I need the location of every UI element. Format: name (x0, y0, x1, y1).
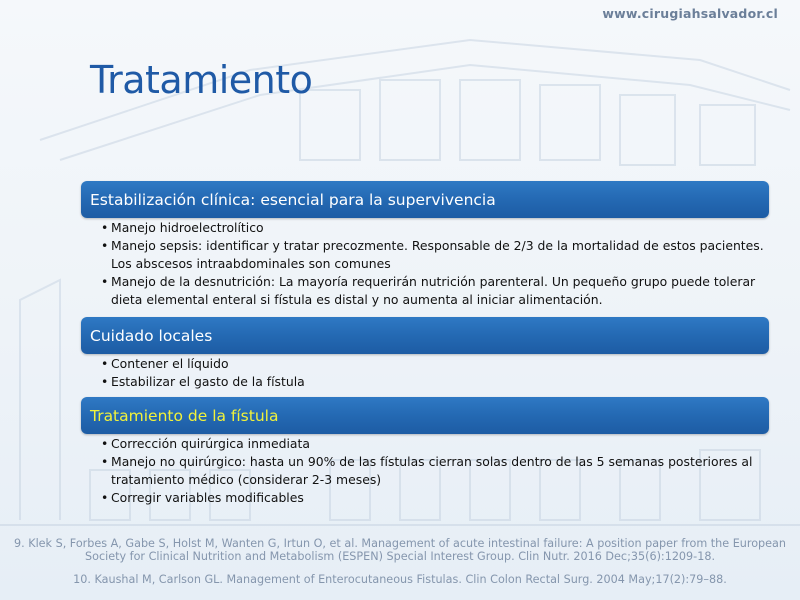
reference-item: 9. Klek S, Forbes A, Gabe S, Holst M, Wanten G, Irtun O, et al. Management of acute intestinal failure: A position paper from the European Society for Clinical Nutrition and Metabolism (ESPEN) Special Interest Group. Clin Nutr. 2016 Dec;35(6):1209-18. (14, 537, 786, 563)
list-item: • Corrección quirúrgica inmediata (101, 435, 771, 453)
list-item: • Manejo no quirúrgico: hasta un 90% de las fístulas cierran solas dentro de las 5 semanas posteriores al tratamiento médico (considerar 2-3 meses) (101, 453, 771, 489)
section-heading: Tratamiento de la fístula (90, 406, 279, 425)
references (14, 537, 786, 586)
list-item: • Corregir variables modificables (101, 489, 771, 507)
bullet-list-cuidado-locales (101, 355, 771, 391)
list-item: • Contener el líquido (101, 355, 771, 373)
bullet-list-tratamiento-fistula (101, 435, 771, 507)
section-heading: Estabilización clínica: esencial para la supervivencia (90, 190, 496, 209)
list-item: • Estabilizar el gasto de la fístula (101, 373, 771, 391)
slide-title: Tratamiento (90, 58, 313, 102)
section-heading: Cuidado locales (90, 326, 213, 345)
section-header-estabilizacion (81, 181, 769, 218)
reference-item: 10. Kaushal M, Carlson GL. Management of Enterocutaneous Fistulas. Clin Colon Rectal Surg. 2004 May;17(2):79–88. (73, 573, 727, 586)
site-url: www.cirugiahsalvador.cl (602, 6, 778, 21)
section-header-tratamiento-fistula (81, 397, 769, 434)
list-item: • Manejo sepsis: identificar y tratar precozmente. Responsable de 2/3 de la mortalidad de estos pacientes. Los abscesos intraabdominales son comunes (101, 237, 771, 273)
list-item: • Manejo hidroelectrolítico (101, 219, 771, 237)
section-header-cuidado-locales (81, 317, 769, 354)
bullet-list-estabilizacion (101, 219, 771, 309)
list-item: • Manejo de la desnutrición: La mayoría requerirán nutrición parenteral. Un pequeño grupo puede tolerar dieta elemental enteral si fístula es distal y no aumenta al iniciar alimentación. (101, 273, 771, 309)
